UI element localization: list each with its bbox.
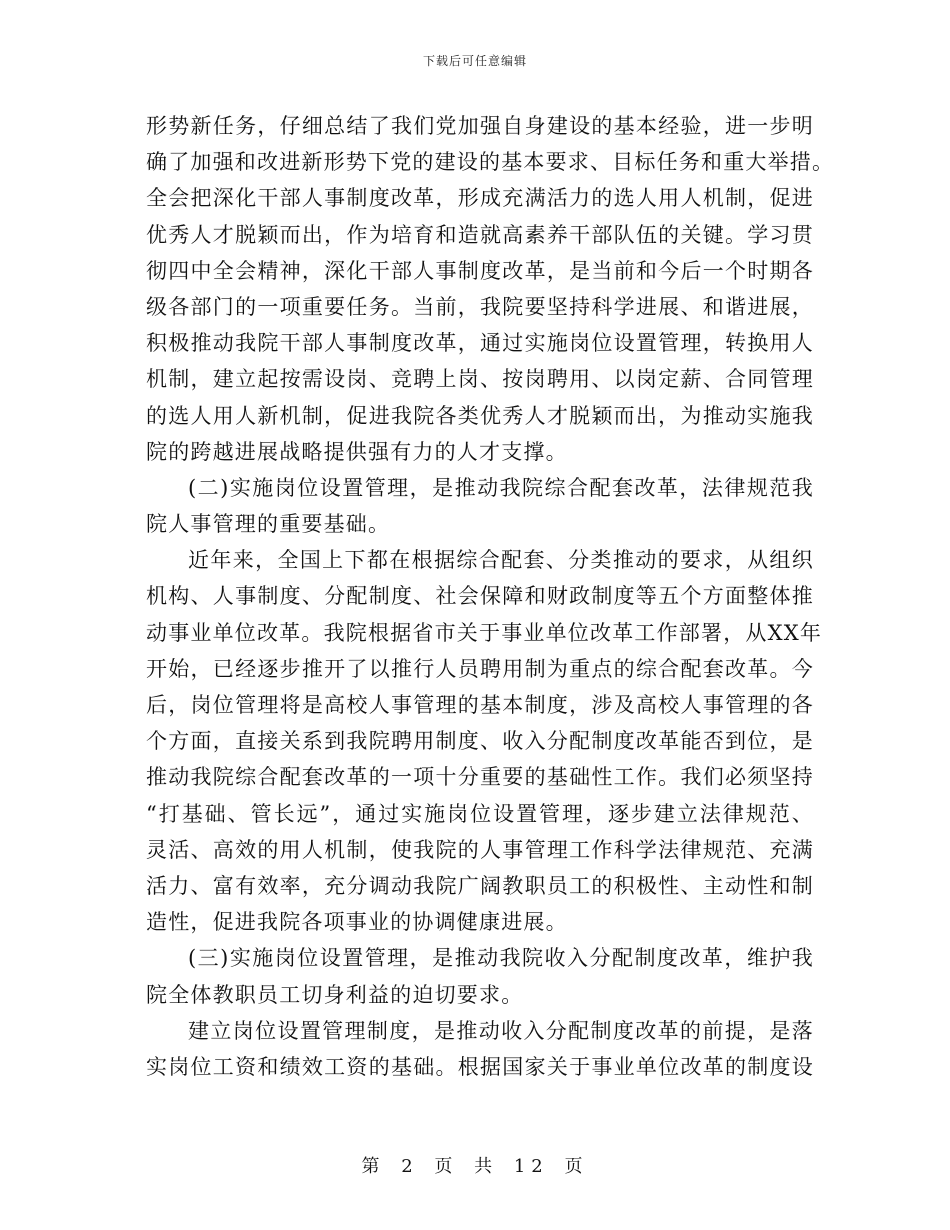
text-line: 彻四中全会精神，深化干部人事制度改革，是当前和今后一个时期各 [146, 258, 814, 283]
text-line: 造性，促进我院各项事业的协调健康进展。 [146, 910, 568, 935]
page-header: 下载后可任意编辑 [422, 54, 527, 68]
text-line: 后，岗位管理将是高校人事管理的基本制度，涉及高校人事管理的各 [146, 693, 814, 717]
text-line: 确了加强和改进新形势下党的建设的基本要求、目标任务和重大举措。 [146, 150, 835, 175]
text-line: 近年来，全国上下都在根据综合配套、分类推动的要求，从组织 [188, 548, 814, 573]
section-heading-line: 院人事管理的重要基础。 [146, 512, 391, 537]
section-heading-line: 院全体教职员工切身利益的迫切要求。 [146, 982, 524, 1007]
section-heading-line: (三)实施岗位设置管理，是推动我院收入分配制度改革，维护我 [188, 946, 814, 971]
text-line: 建立岗位设置管理制度，是推动收入分配制度改革的前提，是落 [188, 1018, 814, 1043]
text-line: 积极推动我院干部人事制度改革，通过实施岗位设置管理，转换用人 [146, 331, 814, 356]
text-line: 优秀人才脱颖而出，作为培育和造就高素养干部队伍的关键。学习贯 [146, 222, 814, 247]
text-line: 院的跨越进展战略提供强有力的人才支撑。 [146, 439, 568, 464]
section-heading-line: (二)实施岗位设置管理，是推动我院综合配套改革，法律规范我 [188, 475, 814, 500]
text-line: 动事业单位改革。我院根据省市关于事业单位改革工作部署，从XX年 [146, 620, 823, 645]
text-line: 机制，建立起按需设岗、竞聘上岗、按岗聘用、以岗定薪、合同管理 [146, 367, 814, 392]
text-line: 形势新任务，仔细总结了我们党加强自身建设的基本经验，进一步明 [146, 114, 814, 138]
text-line: 的选人用人新机制，促进我院各类优秀人才脱颖而出，为推动实施我 [146, 403, 814, 428]
text-line: 实岗位工资和绩效工资的基础。根据国家关于事业单位改革的制度设 [146, 1054, 814, 1079]
page-number-footer: 第 2 页 共 12 页 [361, 1156, 589, 1177]
text-line: 机构、人事制度、分配制度、社会保障和财政制度等五个方面整体推 [146, 584, 814, 609]
text-line: 推动我院综合配套改革的一项十分重要的基础性工作。我们必须坚持 [146, 765, 814, 790]
text-line: 级各部门的一项重要任务。当前，我院要坚持科学进展、和谐进展， [146, 294, 814, 319]
document-body [146, 108, 835, 1085]
text-line: 开始，已经逐步推开了以推行人员聘用制为重点的综合配套改革。今 [146, 656, 814, 681]
text-line: “打基础、管长远”，通过实施岗位设置管理，逐步建立法律规范、 [146, 801, 814, 826]
text-line: 灵活、高效的用人机制，使我院的人事管理工作科学法律规范、充满 [146, 837, 814, 862]
text-line: 个方面，直接关系到我院聘用制度、收入分配制度改革能否到位，是 [146, 729, 814, 754]
text-line: 全会把深化干部人事制度改革，形成充满活力的选人用人机制，促进 [146, 186, 814, 211]
text-line: 活力、富有效率，充分调动我院广阔教职员工的积极性、主动性和制 [146, 873, 814, 898]
